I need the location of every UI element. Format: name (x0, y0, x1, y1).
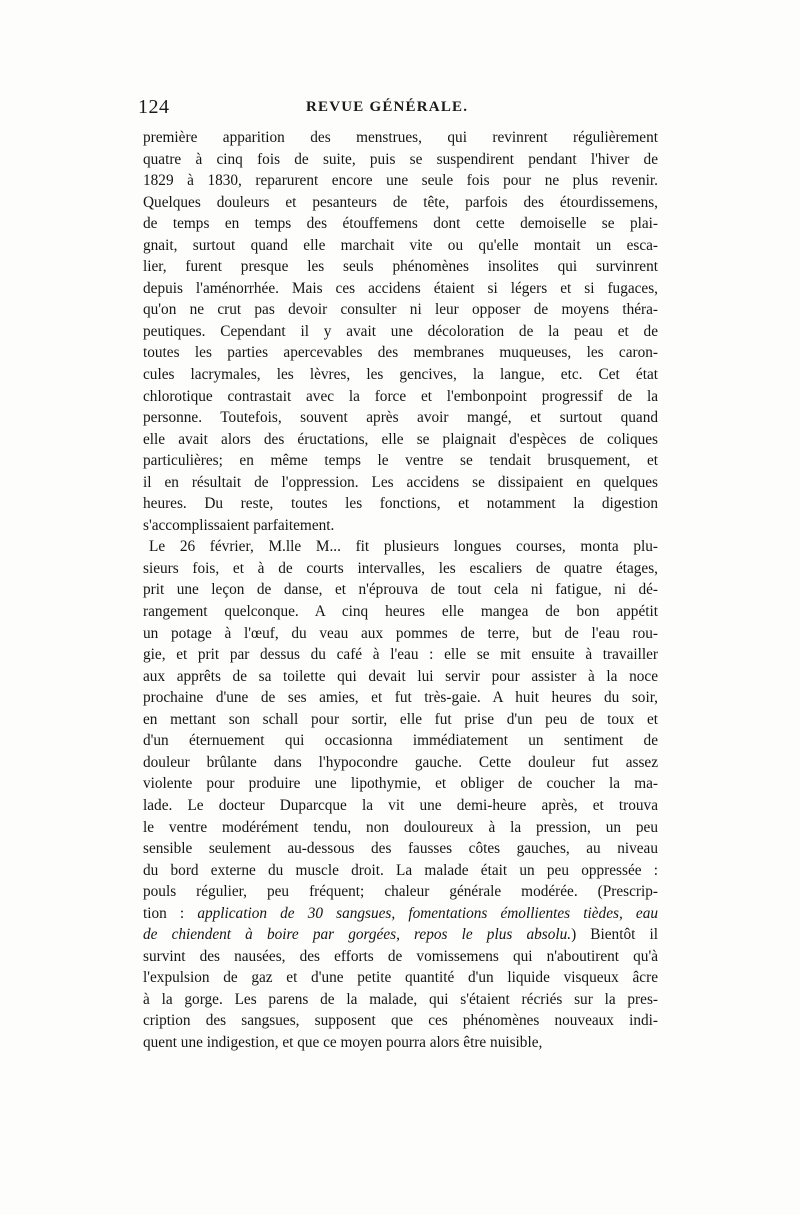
text-segment: prit une leçon de danse, et n'éprouva de tout cela ni fatigue, ni dé- (143, 581, 658, 599)
text-segment: en mettant son schall pour sortir, elle fut prise d'un peu de toux et (143, 710, 658, 728)
text-segment: première apparition des menstrues, qui revinrent régulièrement (143, 129, 658, 146)
text-line (143, 773, 658, 795)
text-segment: personne. Toutefois, souvent après avoir mangé, et surtout quand (143, 409, 658, 427)
text-segment: sieurs fois, et à de courts intervalles, les escaliers de quatre étages, (143, 559, 658, 577)
text-line (143, 407, 658, 429)
text-segment: du bord externe du muscle droit. La malade était un peu oppressée : (143, 861, 658, 879)
text-segment: Le 26 février, M.lle M... fit plusieurs longues courses, monta plu- (149, 538, 658, 556)
text-line (143, 256, 658, 278)
text-segment: lade. Le docteur Duparcque la vit une demi-heure après, et trouva (143, 796, 658, 814)
text-segment: un potage à l'œuf, du veau aux pommes de terre, but de l'eau rou- (143, 624, 658, 642)
text-segment: gnait, surtout quand elle marchait vite ou qu'elle montait un esca- (143, 236, 658, 254)
body-text (143, 127, 658, 1054)
text-segment: heures. Du reste, toutes les fonctions, et notamment la digestion (143, 495, 658, 513)
page-number: 124 (138, 96, 170, 118)
text-line (143, 687, 658, 709)
text-segment: aux apprêts de sa toilette qui devait lui servir pour assister à la noce (143, 667, 658, 685)
text-segment: le ventre modérément tendu, non douloureux à la pression, un peu (143, 818, 658, 836)
text-line (143, 558, 658, 580)
text-line (143, 235, 658, 257)
text-segment: violente pour produire une lipothymie, et obliger de coucher la ma- (143, 775, 658, 793)
text-segment: gie, et prit par dessus du café à l'eau : elle se mit ensuite à travailler (143, 646, 658, 664)
text-line (143, 730, 658, 752)
text-line (143, 709, 658, 731)
text-segment: pouls régulier, peu fréquent; chaleur générale modérée. (Prescrip- (143, 883, 658, 901)
text-line (143, 1032, 658, 1054)
text-segment: particulières; en même temps le ventre se tendait brusquement, et (143, 452, 658, 470)
text-line (143, 817, 658, 839)
text-line (143, 342, 658, 364)
text-segment: cules lacrymales, les lèvres, les gencives, la langue, etc. Cet état (143, 366, 658, 384)
text-segment: prochaine d'une de ses amies, et fut très-gaie. A huit heures du soir, (143, 689, 658, 707)
text-segment: d'un éternuement qui occasionna immédiatement un sentiment de (143, 732, 658, 750)
text-line (143, 1010, 658, 1032)
text-line (143, 364, 658, 386)
text-line (143, 924, 658, 946)
text-line (143, 429, 658, 451)
text-line (143, 536, 658, 558)
text-segment: sensible seulement au-dessous des fausses côtes gauches, au niveau (143, 840, 658, 858)
text-line (143, 967, 658, 989)
text-line (143, 515, 658, 537)
paragraph (143, 536, 658, 1053)
text-segment: rangement quelconque. A cinq heures elle mangea de bon appétit (143, 603, 658, 621)
text-segment: douleur brûlante dans l'hypocondre gauche. Cette douleur fut assez (143, 753, 658, 771)
text-segment: lier, furent presque les seuls phénomènes insolites qui survinrent (143, 258, 658, 276)
paragraph (143, 127, 658, 536)
text-segment: s'accomplissaient parfaitement. (143, 516, 335, 534)
text-segment: tion : (143, 904, 198, 922)
text-line (143, 795, 658, 817)
text-segment: ) Bientôt il (571, 926, 658, 944)
text-line (143, 170, 658, 192)
text-line (143, 989, 658, 1011)
text-segment: quatre à cinq fois de suite, puis se suspendirent pendant l'hiver de (143, 150, 658, 168)
text-line (143, 666, 658, 688)
text-line (143, 149, 658, 171)
text-line (143, 321, 658, 343)
text-segment: toutes les parties apercevables des membranes muqueuses, les caron- (143, 344, 658, 362)
text-segment: il en résultait de l'oppression. Les accidens se dissipaient en quelques (143, 473, 658, 491)
text-line (143, 299, 658, 321)
text-line (143, 213, 658, 235)
text-segment: elle avait alors des éructations, elle se plaignait d'espèces de coliques (143, 430, 658, 448)
text-segment: cription des sangsues, supposent que ces phénomènes nouveaux indi- (143, 1012, 658, 1030)
text-segment: Quelques douleurs et pesanteurs de tête, parfois des étourdissemens, (143, 193, 658, 211)
text-line (143, 472, 658, 494)
text-segment: qu'on ne crut pas devoir consulter ni leur opposer de moyens théra- (143, 301, 658, 319)
text-segment: peutiques. Cependant il y avait une décoloration de la peau et de (143, 322, 658, 340)
text-line (143, 579, 658, 601)
text-segment: 1829 à 1830, reparurent encore une seule fois pour ne plus revenir. (143, 172, 658, 190)
text-line (143, 946, 658, 968)
text-segment: survint des nausées, des efforts de vomissemens qui n'aboutirent qu'à (143, 947, 658, 965)
text-line (143, 644, 658, 666)
text-line (143, 192, 658, 214)
text-line (143, 601, 658, 623)
text-segment: de temps en temps des étouffemens dont cette demoiselle se plai- (143, 215, 658, 233)
text-segment: l'expulsion de gaz et d'une petite quantité d'un liquide visqueux âcre (143, 969, 658, 987)
text-segment: quent une indigestion, et que ce moyen pourra alors être nuisible, (143, 1033, 543, 1051)
italic-segment: de chiendent à boire par gorgées, repos le plus absolu. (143, 926, 572, 944)
text-line (143, 903, 658, 925)
text-line (143, 278, 658, 300)
text-line (143, 838, 658, 860)
text-segment: chlorotique contrastait avec la force et l'embonpoint progressif de la (143, 387, 658, 405)
text-line (143, 386, 658, 408)
italic-segment: application de 30 sangsues, fomentations émollientes tièdes, eau (197, 904, 658, 922)
text-line (143, 860, 658, 882)
text-line (143, 493, 658, 515)
text-line (143, 752, 658, 774)
text-line (143, 127, 658, 149)
text-line (143, 450, 658, 472)
text-line (143, 881, 658, 903)
text-segment: depuis l'aménorrhée. Mais ces accidens étaient si légers et si fugaces, (143, 279, 658, 297)
text-line (143, 623, 658, 645)
text-segment: à la gorge. Les parens de la malade, qui s'étaient récriés sur la pres- (143, 990, 658, 1008)
running-head (138, 96, 658, 126)
running-title: REVUE GÉNÉRALE. (306, 99, 469, 115)
